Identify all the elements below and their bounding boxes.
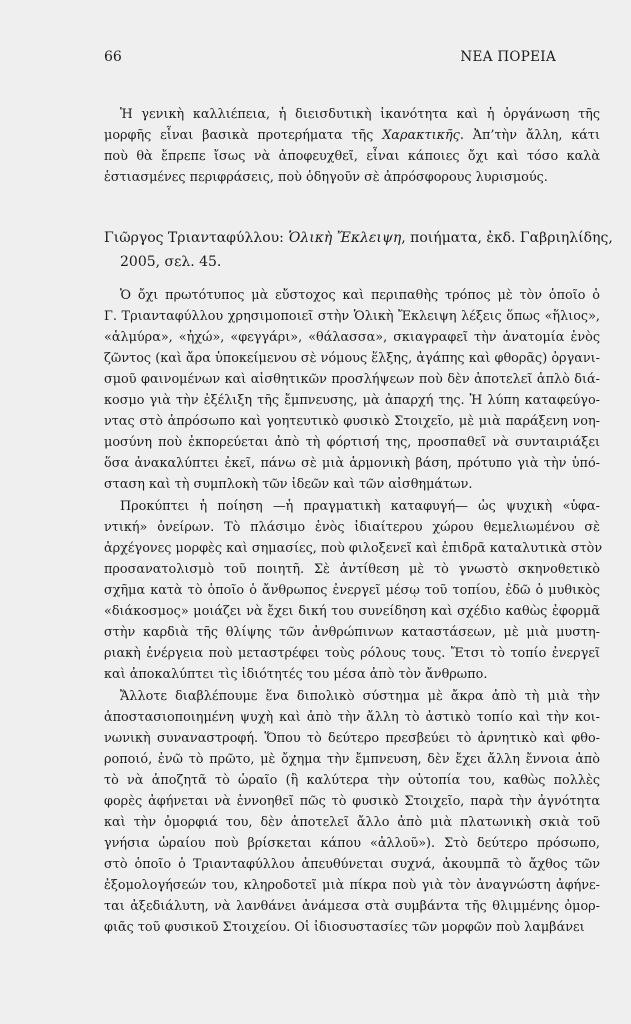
italic-title: Χαρακτικῆς [382,128,460,143]
text-line: στὴν καρδιὰ τῆς θλίψης τῶν ἀνθρώπινων καταστάσεων, μὲ μιὰ μυστη- [104,625,600,640]
text-line: ριακὴ ἐνέργεια ποὺ μεταστρέφει τοὺς ρόλους τους. Ἔτσι τὸ τοπίο ἐνεργεῖ [104,646,600,661]
text-line: ντική» ὀνείρων. Τὸ πλάσιμο ἑνὸς ἰδιαίτερου χώρου θεμελιωμένου σὲ [104,520,600,535]
text-line: καὶ ἀποκαλύπτει τὶς ἰδιότητές του μέσα ἀπὸ τὸν ἄνθρωπο. [104,667,488,682]
book-reference [104,226,613,274]
text-line: ἀποστασιοποιημένη ψυχὴ καὶ ἀπὸ τὴν ἄλλη τὸ ἀστικὸ τοπίο καὶ τὴν κοι- [104,710,600,725]
text-line: ποὺ θὰ ἔπρεπε ἴσως νὰ ἀποφευχθεῖ, εἶναι κάποιες ὄχι καὶ τόσο καλὰ [104,149,600,164]
text-line: Ἡ γενικὴ καλλιέπεια, ἡ διεισδυτικὴ ἱκανότητα καὶ ἡ ὀργάνωση τῆς [120,107,600,122]
text-line: ἐξομολογήσεών του, κληροδοτεῖ μιὰ πίκρα ποὺ γιὰ τὸν ἀναγνώστη ἀφήνε- [104,878,600,893]
text-line: στὸ ὁποῖο ὁ Τριανταφύλλου ἀπευθύνεται συχνά, ἀκουμπᾶ τὸ ἄχθος τῶν [104,857,600,872]
text-line: τὸ νὰ ἀποζητᾶ τὸ ὡραῖο (ἢ καλύτερα τὴν οὐτοπία του, καθὼς πολλὲς [104,773,600,788]
reference-line: 2005, σελ. 45. [120,254,222,270]
text-line: προσανατολισμὸ τοῦ ποιητῆ. Σὲ ἀντίθεση μὲ τὸ γνωστὸ σκηνοθετικὸ [104,562,600,577]
text-line: ὅσα ἀνακαλύπτει ἐκεῖ, πάνω σὲ μιὰ ἁρμονικὴ βάση, πρότυπο γιὰ τὴν ὑπό- [104,456,600,471]
text-line: νωνικὴ συναναστροφή. Ὅπου τὸ δεύτερο πρεσβεύει τὸ ἀρνητικὸ καὶ φθο- [104,731,600,746]
text-line: ντας στὸ ἀπρόσωπο καὶ γοητευτικὸ φυσικὸ Στοιχεῖο, μὲ μιὰ παράξενη νοη- [104,414,600,429]
text-line: καὶ τὴν ὀμορφιά του, δὲν ἀποτελεῖ ἄλλο ἀπὸ μιὰ πλατωνικὴ σκιὰ τοῦ [104,815,600,830]
text-line: Προκύπτει ἡ ποίηση —ἡ πραγματικὴ καταφυγή— ὡς ψυχικὴ «ὑφα- [120,499,600,514]
text-line: «διάκοσμος» μοιάζει νὰ ἔχει δική του συνείδηση καὶ σχέδιο καθὼς ἐφορμᾶ [104,604,600,619]
text-line: φορὲς ἀφήνεται νὰ ἐννοηθεῖ πῶς τὸ φυσικὸ Στοιχεῖο, παρὰ τὴν ἀγνότητα [104,794,600,809]
text-line: ται ἀξεδιάλυτη, νὰ λανθάνει ἀνάμεσα στὰ συμβάντα τῆς θλιμμένης ὀμορ- [104,899,600,914]
text-line: μοσύνη ποὺ ἐκπορεύεται ἀπὸ τὴ φόρτισή της, προσπαθεῖ νὰ συνταιριάξει [104,435,600,450]
reference-line: Γιῶργος Τριανταφύλλου: Ὁλικὴ Ἔκλειψη, ποιήματα, ἐκδ. Γαβριηλίδης, [104,230,613,246]
text-line: σχῆμα κατὰ τὸ ὁποῖο ὁ ἄνθρωπος ἐνεργεῖ μέσῳ τοῦ τοπίου, ἐδῶ ὁ μυθικὸς [104,583,600,598]
reference-book-title: Ὁλικὴ Ἔκλειψη [288,230,402,246]
text-line: μορφῆς εἶναι βασικὰ προτερήματα τῆς Χαρακτικῆς. Ἀπ’τὴν ἄλλη, κάτι [104,128,600,143]
text-line: φιᾶς τοῦ φυσικοῦ Στοιχείου. Οἱ ἰδιοσυστασίες τῶν μορφῶν ποὺ λαμβάνει [104,920,585,935]
body-paragraph [104,686,600,938]
text-line: ἑστιασμένες περιφράσεις, ποὺ ὁδηγοῦν σὲ ἀπρόσφορους λυρισμούς. [104,170,548,185]
text-line: ροποιό, ἐνῶ τὸ πρῶτο, μὲ ὄχημα τὴν ἔμπνευση, δὲν ἔχει ἄλλη ἔννοια ἀπὸ [104,752,600,767]
text-line: Ὁ ὄχι πρωτότυπος μὰ εὔστοχος καὶ περιπαθὴς τρόπος μὲ τὸν ὁποῖο ὁ [120,288,600,303]
body-paragraph [104,496,603,685]
text-line: κοσμο γιὰ τὴν ἐξέλιξη τῆς ἔμπνευσης, μὰ ἀπαρχή της. Ἡ λύπη καταφεύγο- [104,393,600,408]
page-number: 66 [104,49,122,65]
text-line: ἀρχέγονες μορφὲς καὶ σημασίες, ποὺ φιλοξενεῖ καὶ ἐπιδρᾶ καταλυτικὰ στὸν [104,541,603,556]
page-header [104,49,556,69]
text-line: «ἁλμύρα», «ἠχώ», «φεγγάρι», «θάλασσα», σκιαγραφεῖ τὴν ἀνατομία ἑνὸς [104,330,600,345]
reference-author: Γιῶργος Τριανταφύλλου: [104,230,284,246]
text-line: σταση καὶ τὴ συμπλοκὴ τῶν ἰδεῶν καὶ τῶν αἰσθημάτων. [104,477,473,492]
text-line: σμοῦ φαινομένων καὶ αἰσθητικῶν προσλήψεων ποὺ δὲν ἀποτελεῖ ἁπλὸ διά- [104,372,600,387]
text-line: γνήσια ὡραίου ποὺ βρίσκεται κάπου «ἀλλοῦ»). Στὸ δεύτερο πρόσωπο, [104,836,600,851]
text-line: ζῶντος (καὶ ἄρα ὑποκείμενου σὲ νόμους ἕλξης, ἀγάπης καὶ φθορᾶς) ὀργανι- [104,351,600,366]
intro-paragraph [104,104,600,188]
body-paragraph [104,285,600,495]
journal-title: ΝΕΑ ΠΟΡΕΙΑ [460,49,556,65]
text-line: Ἄλλοτε διαβλέπουμε ἕνα διπολικὸ σύστημα μὲ ἄκρα ἀπὸ τὴ μιὰ τὴν [120,689,600,704]
text-line: Γ. Τριανταφύλλου χρησιμοποιεῖ στὴν Ὁλικὴ Ἔκλειψη λέξεις ὅπως «ἥλιος», [104,309,600,324]
